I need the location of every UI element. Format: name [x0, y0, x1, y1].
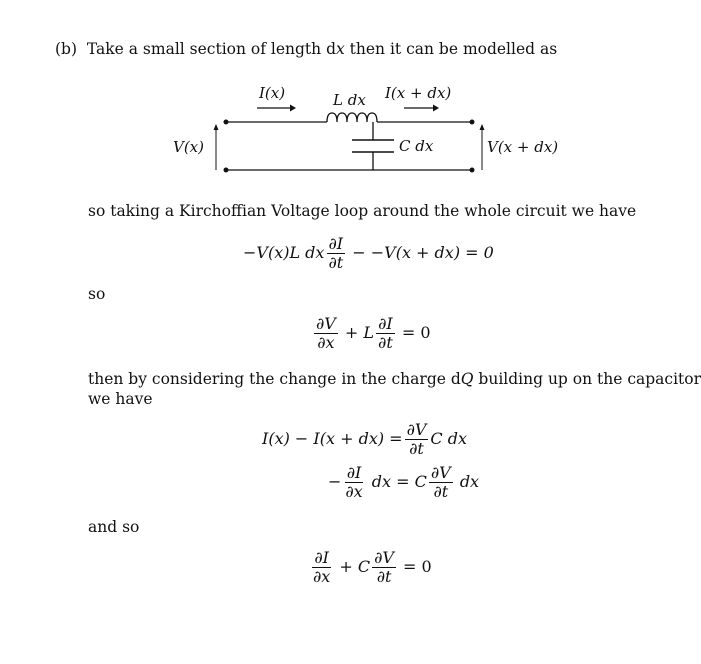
eq2-num2: ∂I [378, 314, 393, 333]
eq3-line2-den: ∂x [345, 482, 363, 501]
text-so: so [88, 285, 106, 303]
eq3-line2-num: ∂I [346, 463, 362, 482]
terminal-bottom-left [224, 168, 229, 173]
eq2-fraction-2 [376, 316, 395, 351]
eq2-num1: ∂V [316, 314, 336, 333]
current-arrowhead-left [290, 105, 296, 112]
equation-3-line-2 [328, 465, 479, 500]
eq4-rhs: = 0 [403, 557, 432, 576]
eq3-line2-fraction-1 [343, 465, 364, 500]
equation-3-line-1 [262, 422, 467, 457]
label-voltage-right: V(x + dx) [487, 138, 559, 156]
eq4-num2: ∂V [374, 548, 394, 567]
intro-rest: then it can be modelled as [344, 40, 558, 58]
current-arrowhead-right [433, 105, 439, 112]
label-voltage-left: V(x) [173, 138, 204, 156]
eq1-fraction [326, 236, 345, 271]
label-capacitance: C dx [399, 137, 434, 155]
intro-text: Take a small section of length d [86, 40, 336, 58]
eq3-line2-rhs: dx [459, 472, 480, 491]
eq4-mid: + C [339, 557, 371, 576]
eq4-num1: ∂I [314, 548, 329, 567]
voltage-arrowhead-left [214, 124, 219, 130]
eq4-den1: ∂x [313, 567, 331, 586]
text3-b: building up on the capacitor [473, 370, 701, 388]
terminal-top-left [224, 120, 229, 125]
eq2-den1: ∂x [317, 333, 335, 352]
eq3-line2-mid: dx = C [371, 472, 427, 491]
eq3-line2-den2: ∂t [433, 482, 449, 501]
eq2-fraction-1 [314, 316, 338, 351]
text3-a: then by considering the change in the charge d [88, 370, 461, 388]
equation-4 [309, 550, 432, 585]
eq2-rhs: = 0 [401, 323, 431, 342]
part-label: (b) [55, 40, 78, 58]
eq3-line1-fraction [405, 422, 429, 457]
eq1-num: ∂I [328, 234, 344, 253]
eq3-line1-den: ∂t [409, 439, 424, 458]
eq4-den2: ∂t [376, 567, 392, 586]
eq2-mid: + L [344, 323, 375, 342]
label-inductance: L dx [333, 91, 366, 109]
text-charge-line-1 [88, 370, 701, 389]
text3-var: Q [460, 370, 474, 388]
eq3-line2-pre: − [328, 472, 342, 491]
eq4-fraction-1 [311, 550, 332, 585]
label-current-left: I(x) [259, 84, 286, 102]
inductor-coil [327, 113, 377, 122]
equation-2 [312, 316, 431, 351]
eq1-den: ∂t [328, 253, 344, 272]
terminal-top-right [470, 120, 475, 125]
label-current-right: I(x + dx) [385, 84, 452, 102]
terminal-bottom-right [470, 168, 475, 173]
text-charge-line-2: we have [88, 390, 153, 408]
intro-var: x [336, 40, 345, 58]
eq4-fraction-2 [372, 550, 396, 585]
eq3-line1-num: ∂V [406, 420, 427, 439]
voltage-arrowhead-right [480, 124, 485, 130]
eq3-line1-lhs: I(x) − I(x + dx) = [262, 429, 403, 448]
eq3-line2-num2: ∂V [430, 463, 451, 482]
eq2-den2: ∂t [378, 333, 393, 352]
equation-1 [243, 236, 494, 271]
eq3-line2-fraction-2 [429, 465, 453, 500]
eq1-rhs: − −V(x + dx) = 0 [352, 243, 494, 262]
eq3-line1-rhs: C dx [430, 429, 467, 448]
eq1-lhs: −V(x)L dx [243, 243, 325, 262]
text-and-so: and so [88, 518, 140, 536]
text-kirchoff: so taking a Kirchoffian Voltage loop around the whole circuit we have [88, 202, 637, 220]
